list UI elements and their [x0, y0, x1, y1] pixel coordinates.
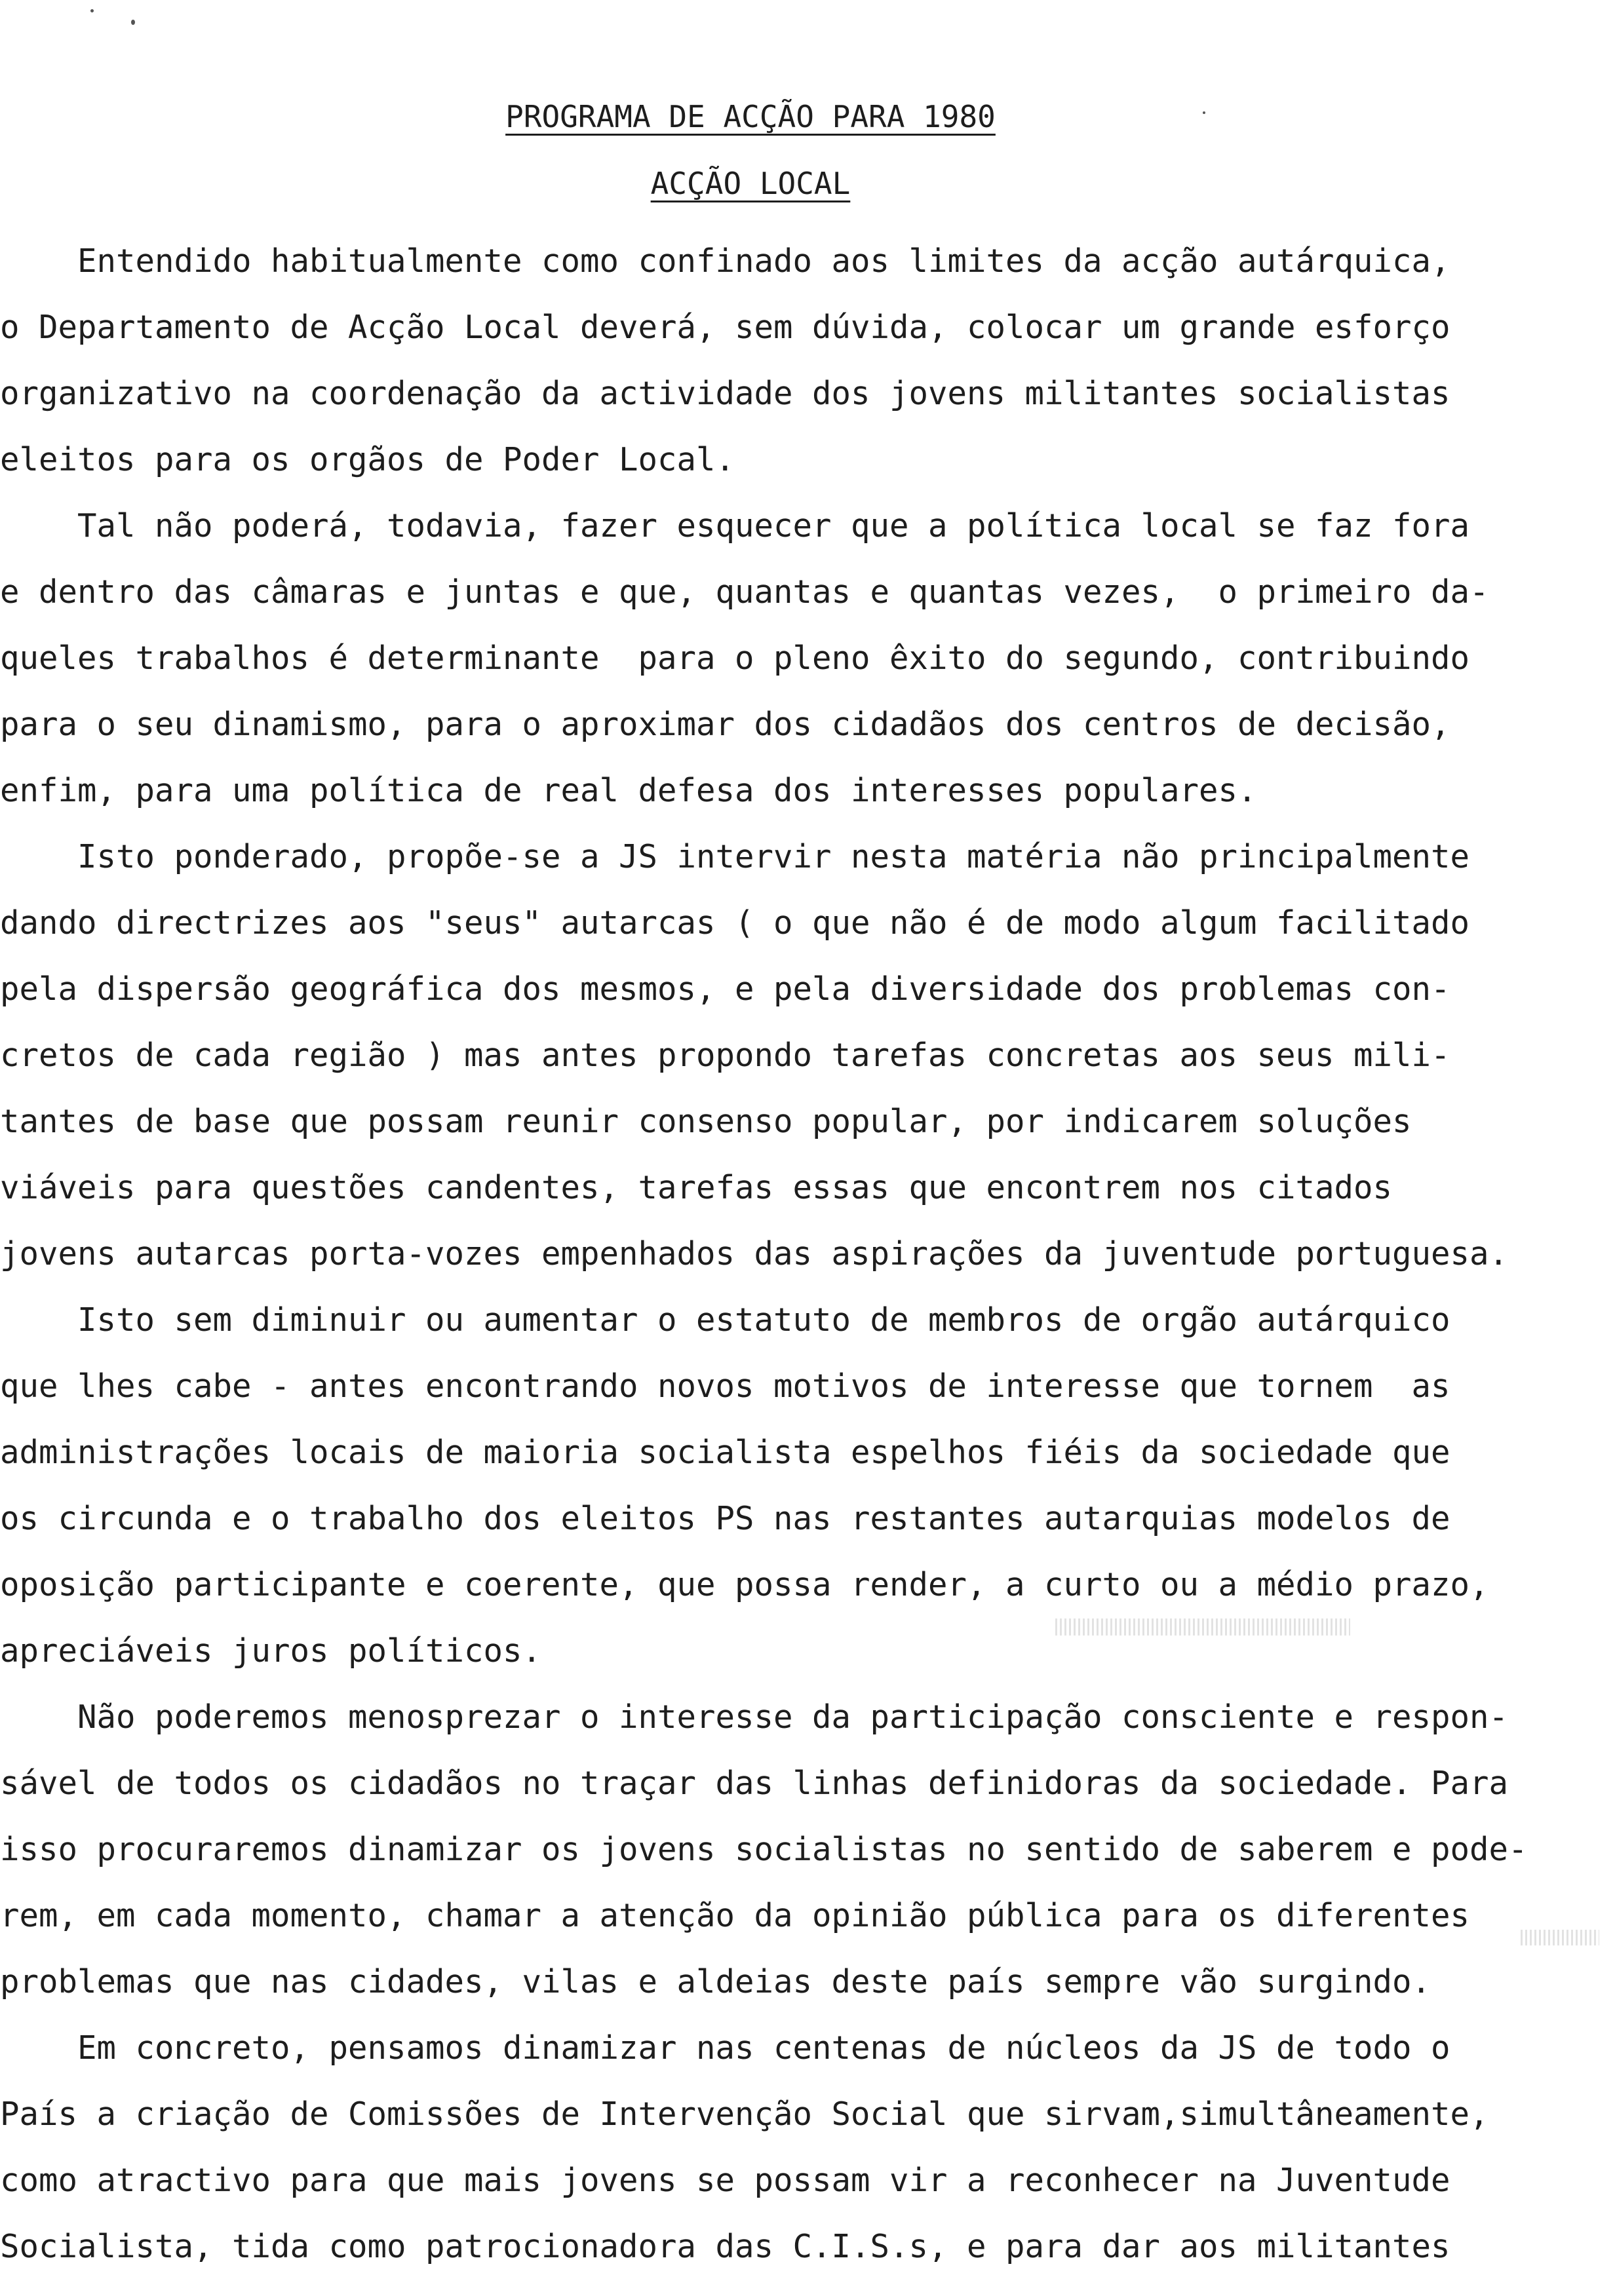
text-line: o Departamento de Acção Local deverá, sem dúvida, colocar um grande esforço — [0, 309, 1450, 346]
speck-mark — [131, 20, 135, 25]
text-line: como atractivo para que mais jovens se possam vir a reconhecer na Juventude — [0, 2162, 1450, 2199]
text-line: eleitos para os orgãos de Poder Local. — [0, 441, 735, 478]
text-line: e dentro das câmaras e juntas e que, quantas e quantas vezes, o primeiro da- — [0, 573, 1489, 611]
text-line: Socialista, tida como patrocionadora das C.I.S.s, e para dar aos militantes — [0, 2228, 1450, 2265]
text-line: Entendido habitualmente como confinado aos limites da acção autárquica, — [0, 242, 1450, 280]
text-line: pela dispersão geográfica dos mesmos, e pela diversidade dos problemas con- — [0, 970, 1450, 1008]
text-line: queles trabalhos é determinante para o pleno êxito do segundo, contribuindo — [0, 640, 1470, 677]
text-line: para o seu dinamismo, para o aproximar dos cidadãos dos centros de decisão, — [0, 706, 1450, 743]
text-line: enfim, para uma política de real defesa dos interesses populares. — [0, 772, 1257, 809]
text-line: rem, em cada momento, chamar a atenção da opinião pública para os diferentes — [0, 1897, 1470, 1934]
text-line: problemas que nas cidades, vilas e aldeias deste país sempre vão surgindo. — [0, 1963, 1431, 2000]
document-title: PROGRAMA DE ACÇÃO PARA 1980 — [505, 99, 996, 134]
text-line: dando directrizes aos "seus" autarcas ( o que não é de modo algum facilitado — [0, 904, 1470, 942]
text-line: tantes de base que possam reunir consenso popular, por indicarem soluções — [0, 1103, 1412, 1140]
text-line: País a criação de Comissões de Intervenção Social que sirvam,simultâneamente, — [0, 2095, 1489, 2133]
text-line: Isto ponderado, propõe-se a JS intervir nesta matéria não principalmente — [0, 838, 1470, 875]
text-line: apreciáveis juros políticos. — [0, 1632, 542, 1670]
text-line: Não poderemos menosprezar o interesse da participação consciente e respon- — [0, 1698, 1509, 1736]
text-line: Em concreto, pensamos dinamizar nas centenas de núcleos da JS de todo o — [0, 2029, 1450, 2067]
text-line: Isto sem diminuir ou aumentar o estatuto de membros de orgão autárquico — [0, 1301, 1450, 1339]
text-line: Tal não poderá, todavia, fazer esquecer que a política local se faz fora — [0, 507, 1470, 545]
text-line: jovens autarcas porta-vozes empenhados das aspirações da juventude portuguesa. — [0, 1235, 1509, 1272]
text-line: viáveis para questões candentes, tarefas essas que encontrem nos citados — [0, 1169, 1393, 1206]
text-line: administrações locais de maioria socialista espelhos fiéis da sociedade que — [0, 1434, 1450, 1471]
text-line: sável de todos os cidadãos no traçar das linhas definidoras da sociedade. Para — [0, 1765, 1509, 1802]
text-line: que lhes cabe - antes encontrando novos motivos de interesse que tornem as — [0, 1368, 1450, 1405]
speck-mark — [90, 9, 94, 12]
text-line: os circunda e o trabalho dos eleitos PS nas restantes autarquias modelos de — [0, 1500, 1450, 1537]
text-line: organizativo na coordenação da actividade dos jovens militantes socialistas — [0, 375, 1450, 412]
text-line: oposição participante e coerente, que possa render, a curto ou a médio prazo, — [0, 1566, 1489, 1603]
document-subtitle: ACÇÃO LOCAL — [650, 166, 851, 201]
text-line: cretos de cada região ) mas antes propondo tarefas concretas aos seus mili- — [0, 1037, 1450, 1074]
text-line: isso procuraremos dinamizar os jovens socialistas no sentido de saberem e pode- — [0, 1831, 1528, 1868]
body-text — [0, 228, 1615, 2280]
